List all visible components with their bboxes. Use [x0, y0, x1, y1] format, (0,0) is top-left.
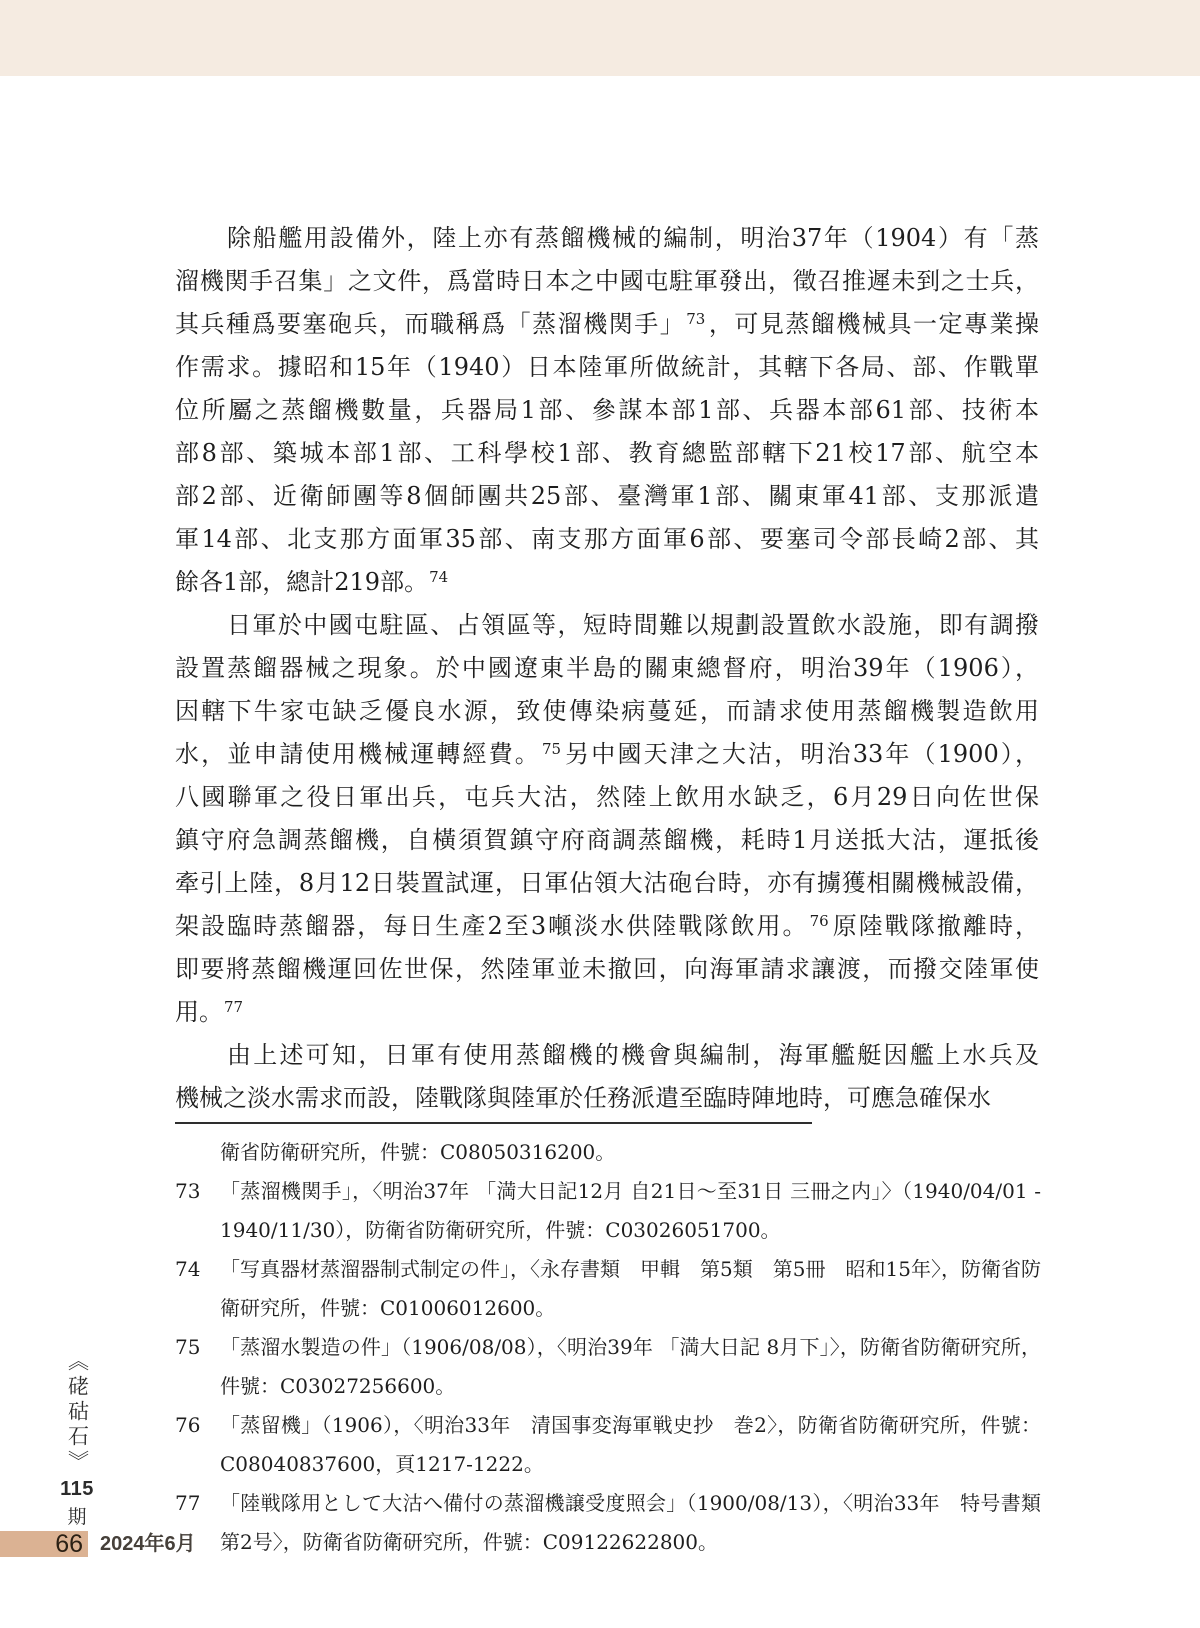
footnote-number: 77	[175, 1491, 201, 1515]
footnote-item	[175, 1484, 1041, 1562]
footnote-number: 75	[175, 1335, 201, 1359]
body-line: 牽引上陸，8月12日裝置試運，日軍佔領大沽砲台時，亦有擄獲相關機械設備，	[175, 869, 1039, 897]
body-line: 鎮守府急調蒸餾機，自橫須賀鎮守府商調蒸餾機，耗時1月送抵大沽，運抵後	[175, 826, 1039, 854]
body-line: 軍14部、北支那方面軍35部、南支那方面軍6部、要塞司令部長崎2部、其	[175, 525, 1039, 553]
footnote-ref-76: 76	[809, 912, 829, 930]
body-line: 作需求。據昭和15年（1940）日本陸軍所做統計，其轄下各局、部、作戰單	[175, 353, 1039, 381]
footnote-number: 73	[175, 1179, 201, 1203]
top-decorative-bar	[0, 0, 1200, 76]
issue-date: 2024年6月	[100, 1533, 196, 1555]
body-line: 機械之淡水需求而設，陸戰隊與陸軍於任務派遣至臨時陣地時，可應急確保水	[175, 1084, 991, 1112]
paragraph	[175, 1034, 1039, 1120]
body-line: 即要將蒸餾機運回佐世保，然陸軍並未撤回，向海軍請求讓渡，而撥交陸軍使	[175, 955, 1039, 983]
footnote-item	[175, 1328, 1041, 1406]
footnote-number: 76	[175, 1413, 201, 1437]
body-line: 部2部、近衛師團等8個師團共25部、臺灣軍1部、關東軍41部、支那派遣	[175, 482, 1039, 510]
footnote-separator	[175, 1122, 812, 1124]
body-line: 八國聯軍之役日軍出兵，屯兵大沽，然陸上飲用水缺乏，6月29日向佐世保	[175, 783, 1039, 811]
body-line: 因轄下牛家屯缺乏優良水源，致使傳染病蔓延，而請求使用蒸餾機製造飲用	[175, 697, 1039, 725]
footnote-text: 「陸戦隊用として大沽へ備付の蒸溜機譲受度照会」（1900/08/13），〈明治33年 特号書類第2号〉，防衛省防衛研究所，件號：C09122622800。	[220, 1491, 1041, 1554]
footnote-item	[175, 1406, 1041, 1484]
footnote-ref-77: 77	[224, 998, 244, 1016]
footnote-continuation: 衛省防衛研究所，件號：C08050316200。	[220, 1140, 616, 1164]
body-line: 溜機関手召集」之文件，爲當時日本之中國屯駐軍發出，徵召推遲未到之士兵，	[175, 267, 1039, 295]
issue-number: 115	[60, 1478, 94, 1500]
footnote-text: 「蒸留機」（1906），〈明治33年 清国事変海軍戦史抄 巻2〉，防衛省防衛研究所，件號：C08040837600，頁1217-1222。	[220, 1413, 1041, 1476]
body-line: 水，並申請使用機械運轉經費。$^{75}$另中國天津之大沽，明治33年（1900），	[175, 740, 1039, 768]
footnote-text: 「蒸溜機関手」，〈明治37年 「満大日記12月 自21日～至31日 三冊之内」〉（1940/04/01 - 1940/11/30），防衛省防衛研究所，件號：C03026051700。	[220, 1179, 1041, 1242]
page-number-badge	[0, 1531, 88, 1557]
body-line: 除船艦用設備外，陸上亦有蒸餾機械的編制，明治37年（1904）有「蒸	[227, 224, 1039, 252]
body-line: 餘各1部，總計219部。$^{74}$	[175, 568, 449, 596]
body-line: 用。$^{77}$	[175, 998, 244, 1026]
footnote-ref-75: 75	[541, 740, 562, 758]
body-line: 其兵種爲要塞砲兵，而職稱爲「蒸溜機関手」$^{73}$，可見蒸餾機械具一定專業操	[175, 310, 1040, 338]
issue-suffix-label: 期	[67, 1506, 87, 1528]
footnote-ref-73: 73	[686, 310, 706, 328]
footnote-item	[175, 1172, 1041, 1250]
body-paragraphs	[175, 217, 1039, 1120]
body-line: 部8部、築城本部1部、工科學校1部、教育總監部轄下21校17部、航空本	[175, 439, 1039, 467]
body-line: 日軍於中國屯駐區、占領區等，短時間難以規劃設置飲水設施，即有調撥	[227, 611, 1039, 639]
footnote-ref-74: 74	[429, 568, 449, 586]
footnote-text: 「蒸溜水製造の件」（1906/08/08），〈明治39年 「満大日記 8月下」〉，防衛省防衛研究所，件號：C03027256600。	[220, 1335, 1041, 1398]
footnote-item	[175, 1250, 1041, 1328]
body-line: 位所屬之蒸餾機數量，兵器局1部、參謀本部1部、兵器本部61部、技術本	[175, 396, 1039, 424]
footnote-text: 「写真器材蒸溜器制式制定の件」，〈永存書類 甲輯 第5類 第5冊 昭和15年〉，防衛省防衛研究所，件號：C01006012600。	[220, 1257, 1041, 1320]
body-line: 由上述可知，日軍有使用蒸餾機的機會與編制，海軍艦艇因艦上水兵及	[227, 1041, 1039, 1069]
body-line: 設置蒸餾器械之現象。於中國遼東半島的關東總督府，明治39年（1906），	[175, 654, 1039, 682]
paragraph	[175, 217, 1039, 604]
footnote-number: 74	[175, 1257, 201, 1281]
page-number: 66	[55, 1529, 83, 1558]
journal-title-block	[55, 1350, 99, 1529]
footnotes	[175, 1133, 1041, 1562]
journal-title-vertical: 《硓𥑮石》	[65, 1350, 90, 1475]
body-line: 架設臨時蒸餾器，每日生產2至3噸淡水供陸戰隊飲用。$^{76}$原陸戰隊撤離時，	[175, 912, 1040, 940]
paragraph	[175, 604, 1039, 1034]
